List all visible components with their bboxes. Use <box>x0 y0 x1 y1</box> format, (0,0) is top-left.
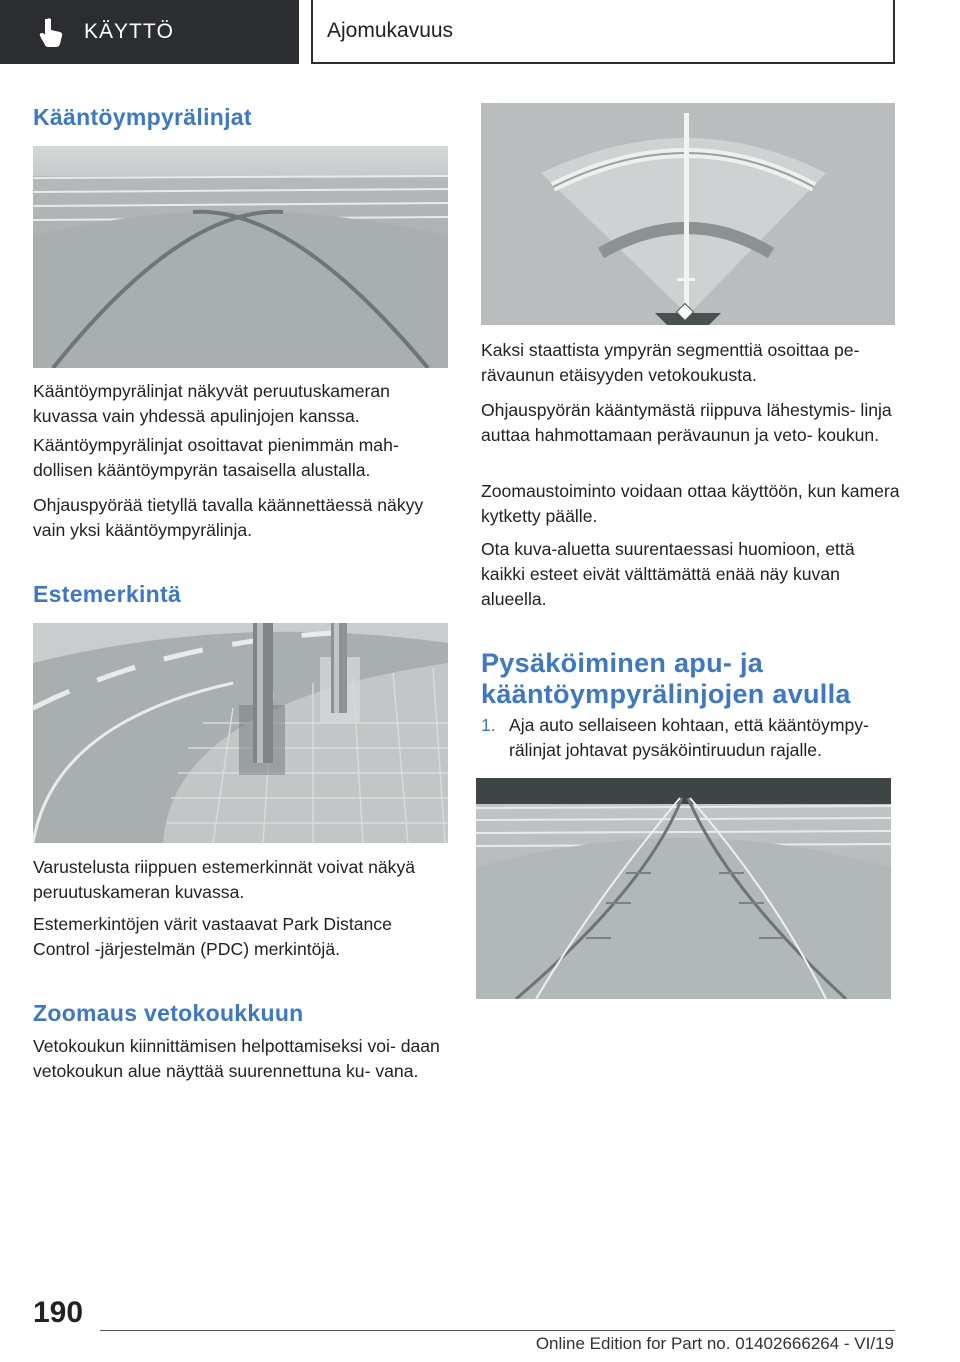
heading-obstacle-marking: Estemerkintä <box>33 581 182 607</box>
paragraph: Kääntöympyrälinjat osoittavat pienimmän mah- dollisen kääntöympyrän tasaisella alustalla. <box>33 435 399 480</box>
heading-turning-lines: Kääntöympyrälinjat <box>33 104 252 130</box>
paragraph: Ohjauspyörää tietyllä tavalla käännettäessä näkyy vain yksi kääntöympyrälinja. <box>33 495 424 540</box>
parking-lines-image <box>476 778 891 999</box>
chapter-header <box>311 0 895 64</box>
list-number: 1. <box>481 715 496 735</box>
heading-line: kääntöympyrälinjojen avulla <box>481 679 851 709</box>
paragraph: Estemerkintöjen värit vastaavat Park Distance Control -järjestelmän (PDC) merkintöjä. <box>33 914 392 959</box>
section-tab <box>0 0 299 64</box>
paragraph: Vetokoukun kiinnittämisen helpottamiseksi voi- daan vetokoukun alue näyttää suurennettuna ku- vana. <box>33 1036 440 1081</box>
paragraph: Kääntöympyrälinjat näkyvät peruutuskameran kuvassa vain yhdessä apulinjojen kanssa. <box>33 381 390 426</box>
chapter-label: Ajomukavuus <box>327 19 454 42</box>
tow-hitch-zoom-image <box>481 103 895 325</box>
paragraph: Ota kuva-aluetta suurentaessasi huomioon, että kaikki esteet eivät välttämättä enää näy kuvan alueella. <box>481 539 855 609</box>
paragraph: Ohjauspyörän kääntymästä riippuva lähestymis- linja auttaa hahmottamaan perävaunun ja veto- koukun. <box>481 400 892 445</box>
list-item-text: Aja auto sellaiseen kohtaan, että kääntöympy- rälinjat johtavat pysäköintiruudun rajalle. <box>509 715 869 760</box>
heading-parking-assist <box>481 648 851 710</box>
section-label: KÄYTTÖ <box>84 20 175 43</box>
paragraph: Zoomaustoiminto voidaan ottaa käyttöön, kun kamera kytketty päälle. <box>481 481 900 526</box>
footer-divider <box>100 1330 895 1331</box>
obstacle-marking-image <box>33 623 448 843</box>
paragraph: Kaksi staattista ympyrän segmenttiä osoittaa pe- rävaunun etäisyyden vetokoukusta. <box>481 340 860 385</box>
paragraph: Varustelusta riippuen estemerkinnät voivat näkyä peruutuskameran kuvassa. <box>33 857 416 902</box>
turning-lines-image <box>33 146 448 368</box>
heading-zoom-tow-hitch: Zoomaus vetokoukkuun <box>33 1000 304 1026</box>
hand-pointer-icon <box>38 17 64 47</box>
page-number: 190 <box>33 1296 84 1329</box>
edition-text: Online Edition for Part no. 01402666264 - VI/19 <box>535 1334 894 1353</box>
heading-line: Pysäköiminen apu- ja <box>481 648 764 678</box>
